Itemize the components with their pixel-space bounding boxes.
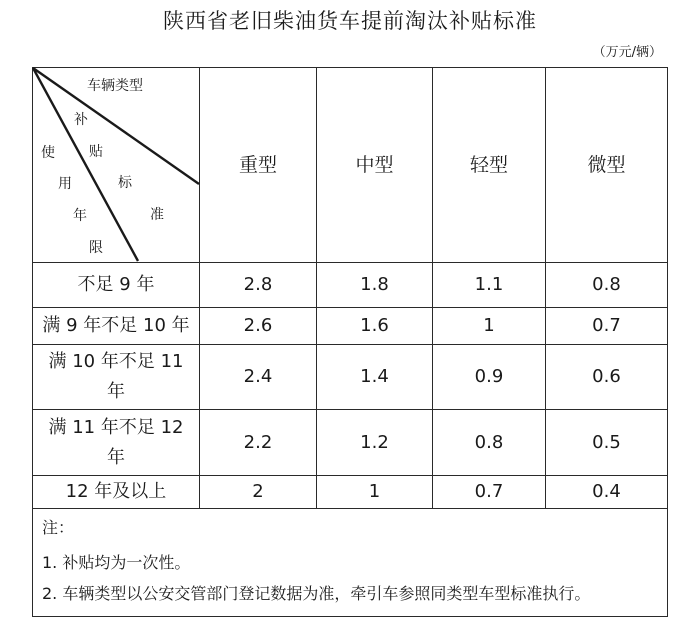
table-cell: 0.9: [474, 366, 504, 387]
note-item: 2. 车辆类型以公安交管部门登记数据为准，牵引车参照同类型车型标准执行。: [42, 584, 591, 603]
table-cell: 2.4: [243, 366, 273, 387]
column-header-mini: 微型: [587, 154, 626, 176]
table-cell: 0.7: [592, 315, 621, 336]
note-item: 1. 补贴均为一次性。: [42, 553, 191, 572]
table-cell: 1.8: [360, 274, 389, 295]
notes-heading: 注：: [42, 518, 75, 537]
table-cell: 1.6: [360, 315, 389, 336]
table-cell: 2.8: [243, 274, 273, 295]
row-label: 满 11 年不足 12 年: [48, 416, 184, 468]
table-cell: 2.2: [243, 431, 273, 453]
row-label: 不足 9 年: [77, 274, 155, 295]
table-cell: 1: [368, 481, 381, 502]
subsidy-standard-char: 标: [118, 175, 132, 191]
table-cell: 0.8: [474, 431, 504, 453]
table-cell: 2.6: [243, 315, 273, 336]
table-cell: 0.7: [474, 481, 504, 502]
table-cell: 2: [252, 481, 264, 502]
service-life-char: 年: [73, 208, 87, 224]
table-cell: 0.5: [592, 431, 621, 453]
table-cell: 0.8: [592, 274, 621, 295]
table-cell: 1.2: [360, 431, 389, 453]
column-header-heavy: 重型: [238, 154, 277, 176]
subsidy-standard-char: 补: [74, 112, 88, 128]
row-label: 12 年及以上: [65, 481, 167, 502]
service-life-char: 使: [41, 145, 55, 161]
service-life-char: 限: [89, 240, 103, 256]
table-cell: 0.4: [592, 481, 621, 502]
table-cell: 1.4: [360, 366, 389, 387]
unit-label: （万元/辆）: [592, 45, 662, 60]
subsidy-standard-char: 贴: [89, 144, 103, 160]
vehicle-type-corner-label: 车辆类型: [87, 78, 143, 94]
row-label: 满 10 年不足 11 年: [48, 351, 184, 402]
table-cell: 0.6: [592, 366, 621, 387]
column-header-medium: 中型: [355, 154, 394, 176]
diagonal-header-lines: [32, 67, 200, 263]
table-cell: 1: [483, 315, 495, 336]
row-label: 满 9 年不足 10 年: [42, 315, 190, 336]
service-life-char: 用: [58, 176, 72, 192]
grid-line: [32, 508, 668, 509]
subsidy-standard-char: 准: [150, 207, 164, 223]
grid-line: [667, 67, 668, 617]
document-title: 陕西省老旧柴油货车提前淘汰补贴标准: [163, 9, 537, 33]
grid-line: [32, 616, 668, 617]
table-cell: 1.1: [474, 274, 504, 295]
column-header-light: 轻型: [469, 154, 508, 176]
subsidy-table: [32, 67, 668, 617]
